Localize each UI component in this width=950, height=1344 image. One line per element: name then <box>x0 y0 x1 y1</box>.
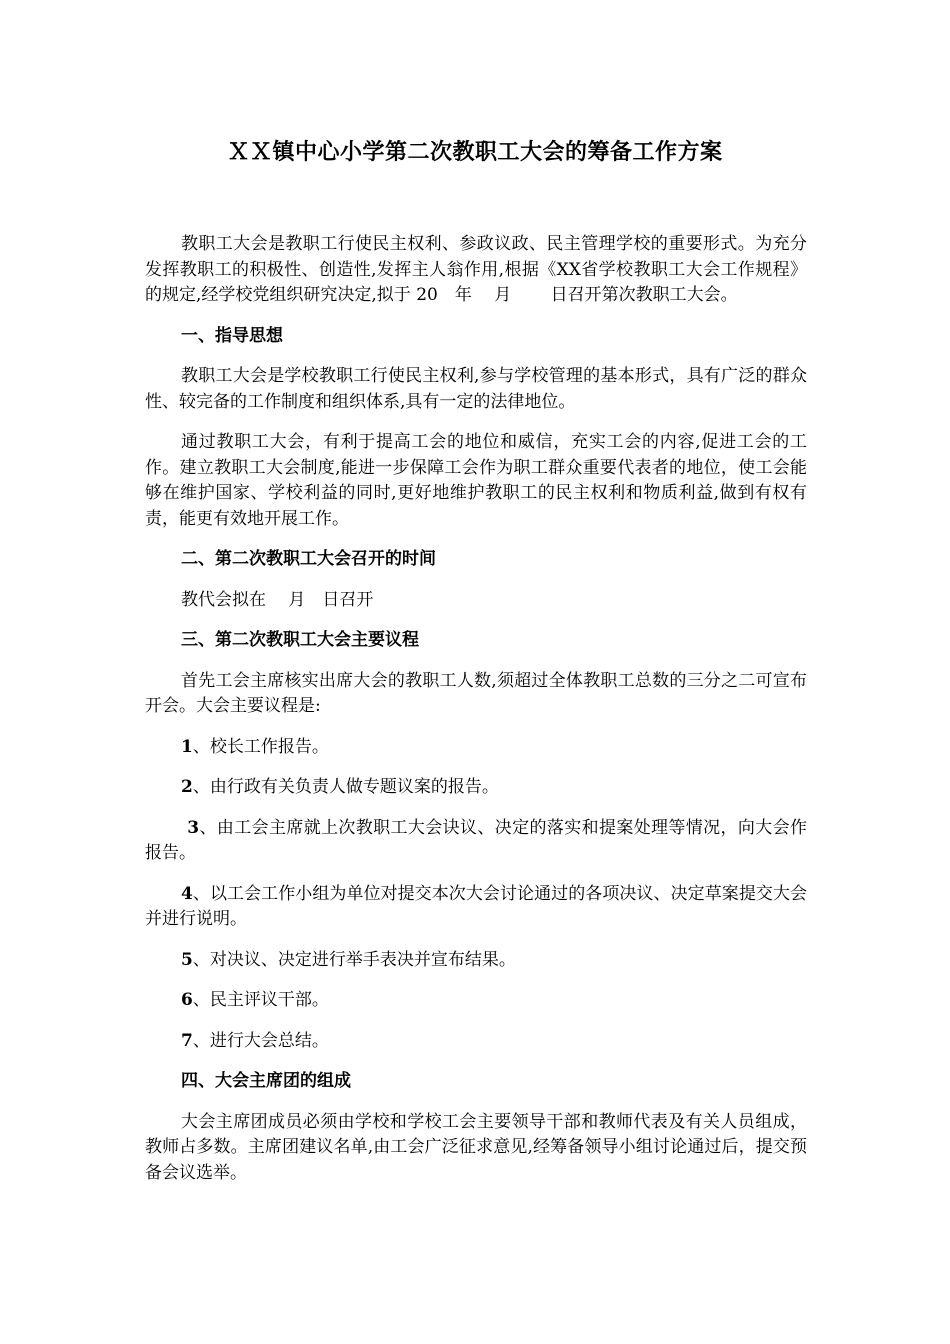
agenda-item-number: 5 <box>181 949 193 970</box>
section-heading-presidium: 四、大会主席团的组成 <box>181 1071 351 1091</box>
agenda-item <box>145 882 807 933</box>
section-heading-agenda: 三、第二次教职工大会主要议程 <box>181 630 419 650</box>
agenda-intro-paragraph: 首先工会主席核实出席大会的教职工人数,须超过全体教职工总数的三分之二可宣布开会。大会主要议程是: <box>145 670 807 716</box>
agenda-item-number: 4 <box>181 883 193 904</box>
agenda-item-text: 、由行政有关负责人做专题议案的报告。 <box>192 777 499 797</box>
guiding-thought-paragraph-1: 教职工大会是学校教职工行使民主权利,参与学校管理的基本形式，具有广泛的群众性、较完备的工作制度和组织体系,具有一定的法律地位。 <box>145 366 807 412</box>
agenda-item-text: 、进行大会总结。 <box>192 1030 329 1051</box>
agenda-item-text: 、以工会工作小组为单位对提交本次大会讨论通过的各项决议、决定草案提交大会并进行说明。 <box>145 883 807 929</box>
agenda-item-text: 、民主评议干部。 <box>192 990 329 1010</box>
document-title: ＸＸ镇中心小学第二次教职工大会的筹备工作方案 <box>227 139 723 165</box>
agenda-item <box>145 948 807 974</box>
section-heading-guiding-thought: 一、指导思想 <box>181 325 283 346</box>
agenda-item-number: 1 <box>181 736 193 757</box>
agenda-item-text: 、由工会主席就上次教职工大会诀议、决定的落实和提案处理等情况，向大会作报告。 <box>145 817 808 863</box>
agenda-item-number: 7 <box>181 1030 193 1051</box>
meeting-time-paragraph: 教代会拟在 月 日召开 <box>181 589 374 610</box>
agenda-item <box>145 988 807 1014</box>
agenda-item <box>145 816 807 867</box>
presidium-paragraph: 大会主席团成员必须由学校和学校工会主要领导干部和教师代表及有关人员组成，教师占多数。主席团建议名单,由工会广泛征求意见,经筹备领导小组讨论通过后，提交预备会议选举。 <box>145 1111 807 1183</box>
agenda-item <box>145 775 807 801</box>
intro-paragraph: 教职工大会是教职工行使民主权利、参政议政、民主管理学校的重要形式。为充分发挥教职工的积极性、创造性,发挥主人翁作用,根据《XX省学校教职工大会工作规程》的规定,经学校党组织研究决定,拟于 20 年 月 日召开第次教职工大会。 <box>145 234 807 305</box>
section-heading-meeting-time: 二、第二次教职工大会召开的时间 <box>181 549 436 569</box>
document-body <box>145 232 807 1201</box>
agenda-item-number: 2 <box>181 777 193 797</box>
guiding-thought-paragraph-2: 通过教职工大会，有利于提高工会的地位和威信，充实工会的内容,促进工会的工作。建立教职工大会制度,能进一步保障工会作为职工群众重要代表者的地位，使工会能够在维护国家、学校利益的同时,更好地维护教职工的民主权利和物质利益,做到有权有责，能更有效地开展工作。 <box>145 432 807 529</box>
agenda-item-text: 、对决议、决定进行举手表决并宣布结果。 <box>192 949 516 970</box>
agenda-item-number: 6 <box>181 990 193 1010</box>
agenda-item-number: 3 <box>181 817 200 838</box>
agenda-item <box>145 1029 807 1055</box>
agenda-item-text: 、校长工作报告。 <box>192 736 329 757</box>
agenda-item <box>145 735 807 761</box>
